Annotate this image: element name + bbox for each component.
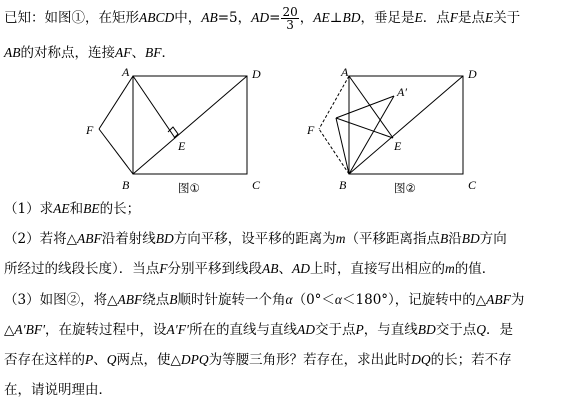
- math: E: [484, 10, 494, 25]
- text: 在，请说明理由．: [4, 382, 112, 398]
- question-3-line-3: [4, 351, 512, 369]
- label-a: A: [341, 66, 349, 79]
- text: 否存在这样的: [4, 352, 85, 368]
- math: P: [355, 322, 364, 337]
- label-a-prime: A′: [397, 85, 407, 99]
- question-3-line-2: [4, 321, 513, 339]
- text: 绕点: [142, 292, 170, 308]
- math: ABCD: [139, 10, 175, 25]
- math: AE: [53, 201, 70, 216]
- text: =: [269, 10, 281, 26]
- text: （1）求: [4, 201, 54, 217]
- text: ＜180°），记旋转中的△: [342, 292, 487, 308]
- text: ．是: [485, 322, 513, 338]
- geometry-figures: [0, 66, 567, 196]
- text: 方向: [479, 231, 507, 247]
- text: 、: [131, 45, 145, 61]
- segment-f-prime-e: [336, 118, 393, 138]
- text: 、: [93, 352, 107, 368]
- math: F: [159, 261, 168, 276]
- text: ，在旋转过程中，设: [45, 322, 167, 338]
- segment-af: [99, 76, 133, 129]
- text: 、: [278, 261, 292, 277]
- text: ，: [299, 10, 314, 26]
- text: 的长；: [99, 201, 141, 217]
- text: 的对称点，连接: [20, 45, 115, 61]
- problem-line-1: [4, 6, 520, 31]
- text: 方向平移，设平移的距离为: [173, 231, 336, 247]
- math: ABF: [117, 292, 143, 307]
- figure-2: [306, 66, 477, 195]
- segment-ae: [349, 76, 393, 138]
- math: Q: [106, 352, 117, 367]
- math: F: [449, 10, 458, 25]
- text: △: [4, 322, 15, 338]
- question-1: [4, 200, 140, 218]
- figure-1: [85, 66, 261, 195]
- math: ABF: [76, 231, 102, 246]
- math: AB: [4, 45, 21, 60]
- text: ，与直线: [363, 322, 418, 338]
- text: 关于: [493, 10, 521, 26]
- math: BD: [461, 231, 480, 246]
- segment-bf: [99, 129, 133, 174]
- text: 沿: [448, 231, 462, 247]
- math: DPQ: [180, 352, 209, 367]
- math: B: [169, 292, 178, 307]
- math: α: [334, 292, 343, 307]
- math: E: [414, 10, 423, 25]
- math: ABF: [486, 292, 511, 307]
- question-2-line-2: [4, 260, 495, 278]
- text: =5，: [217, 10, 252, 26]
- math: P: [85, 352, 94, 367]
- text: 上时，直接写出相应的: [310, 261, 445, 277]
- text: 已知：如图①，在矩形: [4, 10, 139, 26]
- label-c: C: [252, 178, 261, 192]
- text: 和: [69, 201, 84, 217]
- math: BE: [83, 201, 100, 216]
- text: 顺时针旋转一个角: [177, 292, 286, 308]
- label-f: F: [307, 123, 315, 137]
- label-f: F: [86, 123, 94, 137]
- segment-bf-prime: [336, 118, 349, 174]
- math: A′F′: [166, 322, 189, 337]
- segment-ae: [133, 76, 175, 138]
- math: A′BF′: [14, 322, 46, 337]
- text: 是点: [457, 10, 485, 26]
- question-3-line-4: [4, 381, 112, 399]
- math: α: [285, 292, 293, 307]
- math: BF: [145, 45, 162, 60]
- math: m: [335, 231, 346, 246]
- label-a: A: [122, 66, 130, 79]
- text: 中，: [174, 10, 202, 26]
- text: ⊥: [329, 10, 343, 26]
- text: ，垂足是: [360, 10, 415, 26]
- math: DQ: [411, 352, 431, 367]
- text: （0°＜: [292, 292, 335, 308]
- figure-2-caption: 图②: [394, 181, 416, 195]
- text: ．: [161, 45, 175, 61]
- figure-1-caption: 图①: [178, 181, 200, 195]
- question-3-line-1: [4, 291, 524, 309]
- math: m: [445, 261, 455, 276]
- text: 的长；若不存: [430, 352, 512, 368]
- text: 沿着射线: [101, 231, 156, 247]
- label-d: D: [468, 67, 477, 81]
- math: AF: [115, 45, 132, 60]
- math: Q: [476, 322, 486, 337]
- label-b: B: [122, 178, 130, 192]
- math: BD: [155, 231, 174, 246]
- problem-line-2: [4, 44, 175, 62]
- fraction-denominator: 3: [286, 18, 294, 32]
- math: B: [439, 231, 449, 246]
- text: 的值．: [454, 261, 496, 277]
- math: BD: [342, 10, 361, 25]
- label-d: D: [252, 67, 261, 81]
- text: （平移距离指点: [345, 231, 440, 247]
- label-c: C: [468, 178, 477, 192]
- fraction-numerator: 20: [282, 5, 298, 19]
- math: BD: [417, 322, 436, 337]
- math: AB: [262, 261, 279, 276]
- text: 分别平移到线段: [167, 261, 262, 277]
- text: 交于点: [314, 322, 356, 338]
- label-b: B: [339, 178, 347, 192]
- diagonal-bd: [133, 76, 247, 174]
- math: AD: [296, 322, 315, 337]
- label-e: E: [394, 139, 402, 153]
- question-2-line-1: [4, 230, 507, 248]
- math: AD: [251, 10, 270, 25]
- text: 所经过的线段长度）．当点: [4, 261, 160, 277]
- text: （2）若将△: [4, 231, 77, 247]
- text: （3）如图②，将△: [4, 292, 118, 308]
- text: 为: [510, 292, 525, 308]
- text: 两点，使△: [116, 352, 181, 368]
- text: 所在的直线与直线: [188, 322, 297, 338]
- text: 交于点: [435, 322, 477, 338]
- text: 为等腰三角形？若存在，求出此时: [208, 352, 412, 368]
- fraction: [281, 6, 298, 31]
- math: AE: [313, 10, 330, 25]
- dashed-bf: [319, 129, 349, 174]
- math: AB: [201, 10, 218, 25]
- text: ．点: [422, 10, 450, 26]
- label-e: E: [178, 139, 186, 153]
- math: AD: [292, 261, 310, 276]
